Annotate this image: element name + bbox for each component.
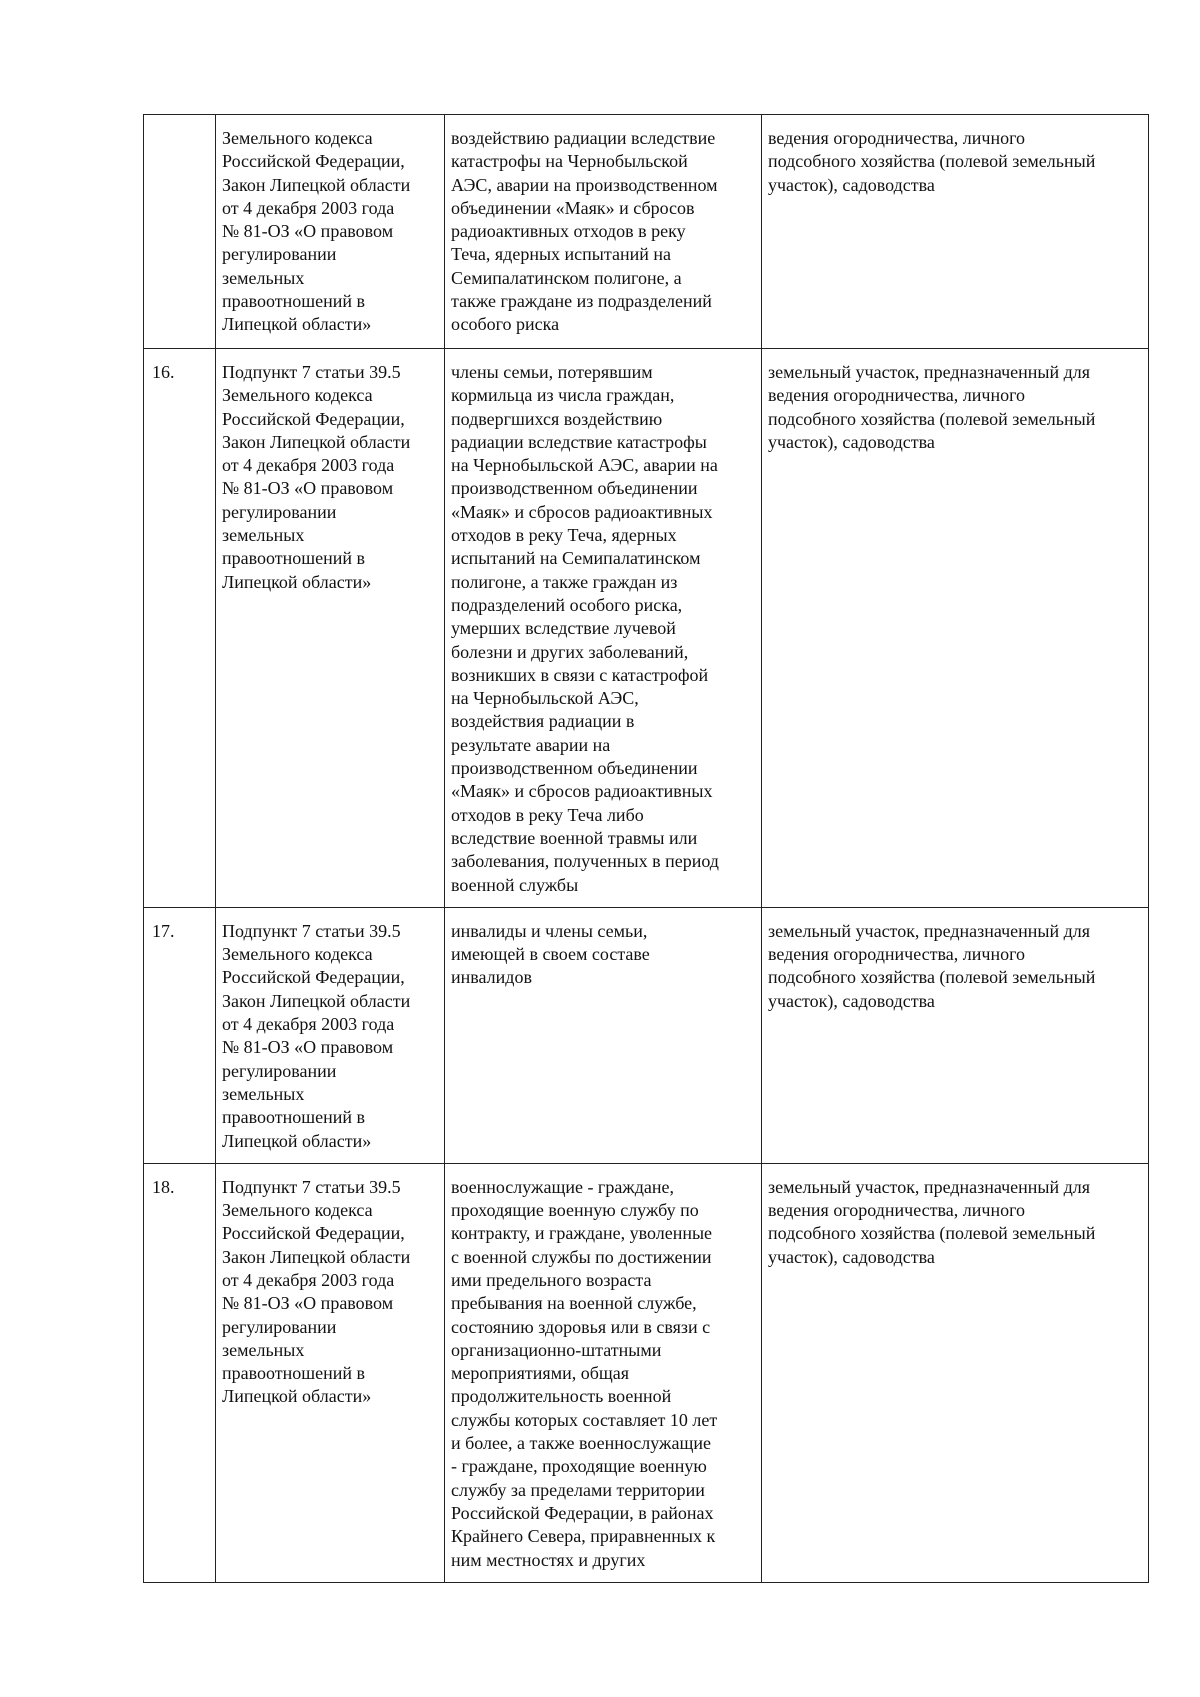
land-allocation-table	[143, 114, 1149, 1583]
table-row	[144, 1163, 1149, 1582]
citizen-category-text: военнослужащие - граждане, проходящие военную службу по контракту, и граждане, уволенные с военной службы по достижении ими предельного возраста пребывания на военной службе, состоянию здоровья или в связи с организационно-штатными мероприятиями, общая продолжительность военной службы которых составляет 10 лет и более, а также военнослужащие - граждане, проходящие военную службу за пределами территории Российской Федерации, в районах Крайнего Севера, приравненных к ним местностях и других	[451, 1176, 718, 1570]
land-purpose-text: земельный участок, предназначенный для ведения огородничества, личного подсобного хозяйства (полевой земельный участок), садоводства	[768, 920, 1096, 1011]
land-purpose-text: земельный участок, предназначенный для ведения огородничества, личного подсобного хозяйства (полевой земельный участок), садоводства	[768, 1176, 1096, 1267]
row-number-cell	[144, 115, 216, 349]
citizen-category-cell	[445, 115, 762, 349]
land-purpose-cell	[762, 1163, 1149, 1582]
citizen-category-text: воздействию радиации вследствие катастрофы на Чернобыльской АЭС, аварии на производственном объединении «Маяк» и сбросов радиоактивных отходов в реку Теча, ядерных испытаний на Семипалатинском полигоне, а также граждане из подразделений особого риска	[451, 128, 718, 335]
citizen-category-cell	[445, 1163, 762, 1582]
row-number: 18.	[152, 1176, 175, 1197]
land-purpose-cell	[762, 907, 1149, 1163]
land-purpose-text: ведения огородничества, личного подсобного хозяйства (полевой земельный участок), садоводства	[768, 128, 1096, 195]
table-row	[144, 907, 1149, 1163]
row-number: 16.	[152, 362, 175, 382]
legal-basis-text: Подпункт 7 статьи 39.5 Земельного кодекса Российской Федерации, Закон Липецкой области от 4 декабря 2003 года № 81-ОЗ «О правовом регулировании земельных правоотношений в Липецкой области»	[222, 362, 411, 592]
citizen-category-text: члены семьи, потерявшим кормильца из числа граждан, подвергшихся воздействию радиации вследствие катастрофы на Чернобыльской АЭС, аварии на производственном объединении «Маяк» и сбросов радиоактивных отходов в реку Теча, ядерных испытаний на Семипалатинском полигоне, а также граждан из подразделений особого риска, умерших вследствие лучевой болезни и других заболеваний, возникших в связи с катастрофой на Чернобыльской АЭС, воздействия радиации в результате аварии на производственном объединении «Маяк» и сбросов радиоактивных отходов в реку Теча либо вследствие военной травмы или заболевания, полученных в период военной службы	[451, 362, 719, 895]
row-number-cell	[144, 907, 216, 1163]
citizen-category-cell	[445, 349, 762, 908]
row-number: 17.	[152, 920, 175, 941]
row-number-cell	[144, 1163, 216, 1582]
row-number-cell	[144, 349, 216, 908]
legal-basis-cell	[216, 1163, 445, 1582]
legal-basis-text: Подпункт 7 статьи 39.5 Земельного кодекса Российской Федерации, Закон Липецкой области от 4 декабря 2003 года № 81-ОЗ «О правовом регулировании земельных правоотношений в Липецкой области»	[222, 1176, 411, 1407]
citizen-category-cell	[445, 907, 762, 1163]
land-purpose-text: земельный участок, предназначенный для ведения огородничества, личного подсобного хозяйства (полевой земельный участок), садоводства	[768, 362, 1096, 452]
legal-basis-text: Подпункт 7 статьи 39.5 Земельного кодекса Российской Федерации, Закон Липецкой области от 4 декабря 2003 года № 81-ОЗ «О правовом регулировании земельных правоотношений в Липецкой области»	[222, 920, 411, 1151]
table-row	[144, 115, 1149, 349]
legal-basis-cell	[216, 349, 445, 908]
land-purpose-cell	[762, 349, 1149, 908]
citizen-category-text: инвалиды и члены семьи, имеющей в своем составе инвалидов	[451, 920, 650, 988]
table-row	[144, 349, 1149, 908]
legal-basis-text: Земельного кодекса Российской Федерации, Закон Липецкой области от 4 декабря 2003 года № 81-ОЗ «О правовом регулировании земельных правоотношений в Липецкой области»	[222, 128, 411, 335]
land-purpose-cell	[762, 115, 1149, 349]
legal-basis-cell	[216, 907, 445, 1163]
legal-basis-cell	[216, 115, 445, 349]
